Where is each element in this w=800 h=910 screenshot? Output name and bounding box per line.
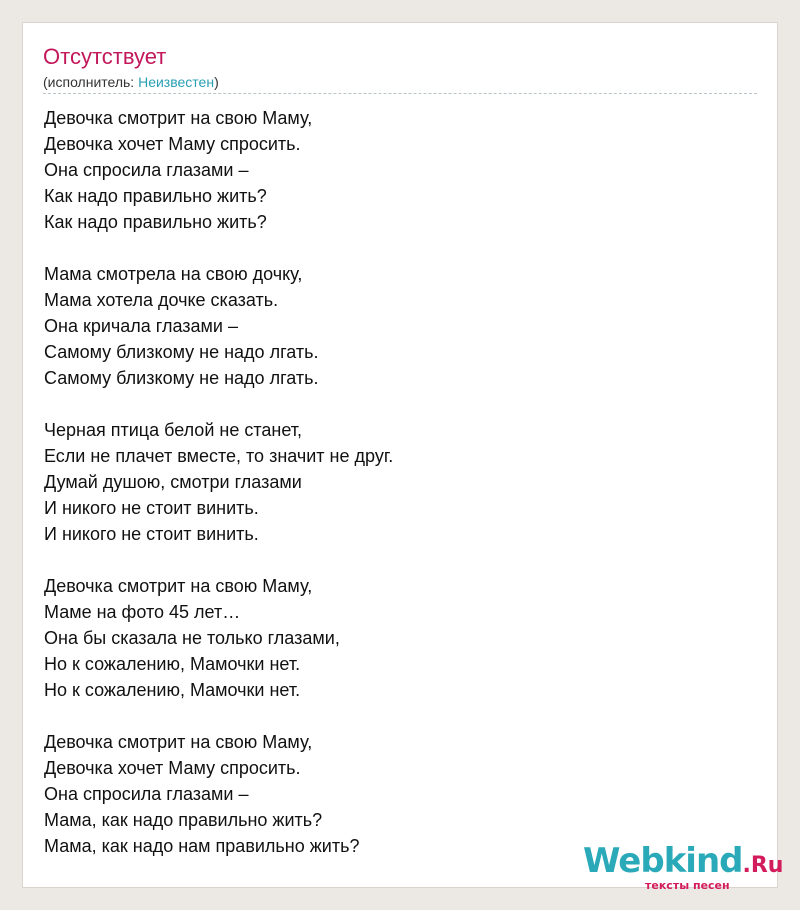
lyric-line: Девочка смотрит на свою Маму,	[44, 576, 313, 596]
lyric-line: Мама смотрела на свою дочку,	[44, 264, 303, 284]
artist-line	[43, 73, 219, 91]
lyrics-body	[44, 105, 393, 885]
lyric-line: Но к сожалению, Мамочки нет.	[44, 654, 301, 674]
lyric-line: Девочка смотрит на свою Маму,	[44, 108, 313, 128]
lyric-line: Девочка хочет Маму спросить.	[44, 134, 301, 154]
lyric-line: Самому близкому не надо лгать.	[44, 368, 319, 388]
lyric-line: Она спросила глазами –	[44, 784, 249, 804]
lyric-line: И никого не стоит винить.	[44, 524, 259, 544]
lyric-line: Маме на фото 45 лет…	[44, 602, 241, 622]
song-title: Отсутствует	[43, 44, 167, 69]
lyric-line: Она бы сказала не только глазами,	[44, 628, 340, 648]
lyric-line: Черная птица белой не станет,	[44, 420, 302, 440]
lyric-line: Мама, как надо правильно жить?	[44, 810, 323, 830]
stanza	[44, 729, 393, 859]
lyric-line: Если не плачет вместе, то значит не друг.	[44, 446, 394, 466]
lyric-line: Самому близкому не надо лгать.	[44, 342, 319, 362]
logo-wordmark: Webkind	[583, 841, 743, 881]
lyric-line: Мама, как надо нам правильно жить?	[44, 836, 360, 856]
lyric-line: Как надо правильно жить?	[44, 186, 267, 206]
lyric-line: Мама хотела дочке сказать.	[44, 290, 279, 310]
stanza	[44, 573, 393, 703]
stanza	[44, 417, 393, 547]
site-logo[interactable]	[583, 841, 784, 892]
artist-suffix: )	[214, 74, 219, 90]
stanza	[44, 261, 393, 391]
artist-prefix: (исполнитель:	[43, 74, 139, 90]
artist-link[interactable]: Неизвестен	[138, 74, 215, 90]
lyric-line: Как надо правильно жить?	[44, 212, 267, 232]
lyric-line: Девочка смотрит на свою Маму,	[44, 732, 313, 752]
lyric-line: Но к сожалению, Мамочки нет.	[44, 680, 301, 700]
stanza	[44, 105, 393, 235]
lyrics-card	[22, 22, 784, 892]
logo-tld: .Ru	[742, 853, 784, 878]
lyric-line: И никого не стоит винить.	[44, 498, 259, 518]
logo-subtitle: тексты песен	[645, 879, 730, 892]
title-divider	[43, 93, 757, 94]
lyric-line: Думай душою, смотри глазами	[44, 472, 302, 492]
lyric-line: Она спросила глазами –	[44, 160, 249, 180]
lyric-line: Она кричала глазами –	[44, 316, 238, 336]
lyric-line: Девочка хочет Маму спросить.	[44, 758, 301, 778]
